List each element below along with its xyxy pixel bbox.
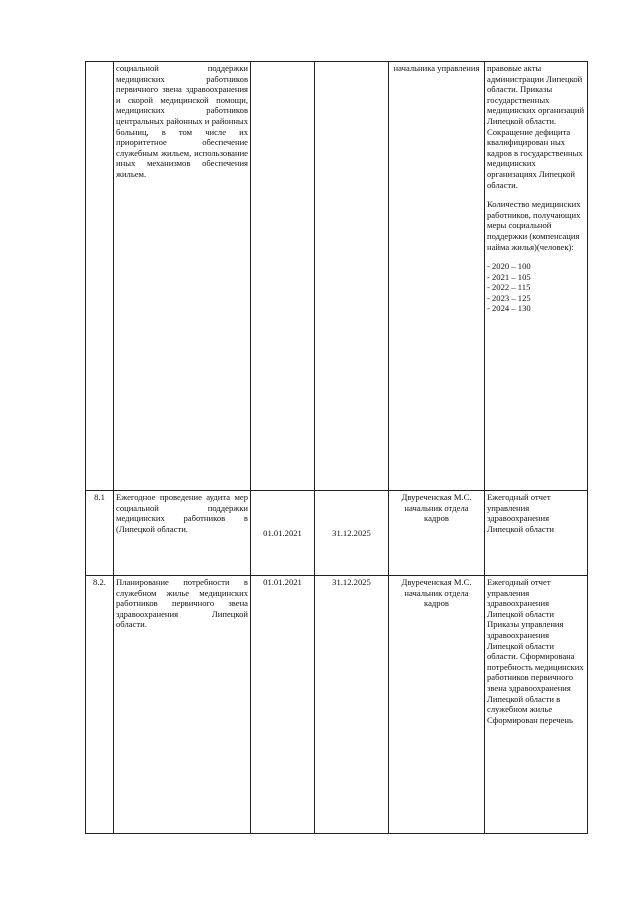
end-date: 31.12.2025 xyxy=(315,576,389,834)
result-text: правовые акты администрации Липецкой области. Приказы государственных медицинских организаций Липецкой области. Сокращение дефицита квалифицирован ных кадров в государственных медицинских организациях Липецкой области. xyxy=(487,63,585,190)
end-date: 31.12.2025 xyxy=(315,491,389,576)
end-date xyxy=(315,62,389,491)
row-number: 8.1 xyxy=(86,491,114,576)
responsible-person: Двуреченская М.С. начальник отдела кадров xyxy=(389,576,485,834)
task-description: Ежегодное проведение аудита мер социальной поддержки медицинских работников в (Липецкой области. xyxy=(114,491,251,576)
start-date xyxy=(251,62,315,491)
responsible-person: начальника управления xyxy=(389,62,485,491)
start-date: 01.01.2021 xyxy=(251,576,315,834)
expected-result xyxy=(485,62,588,491)
indicator-value: - 2023 – 125 xyxy=(487,292,531,303)
indicator-value: - 2021 – 105 xyxy=(487,271,531,282)
table-row xyxy=(86,62,588,491)
expected-result: Ежегодный отчет управления здравоохранения Липецкой области Приказы управления здравоохранения Липецкой области области. Сформирована потребность медицинских работников первичного звена здравоохранения Липецкой области в служебном жилье Сформирован перечень xyxy=(485,576,588,834)
task-description: социальной поддержки медицинских работников первичного звена здравоохранения и скорой медицинской помощи, медицинских работников центральных районных и районных больниц, в том числе их приоритетное обеспечение служебным жильем, использование иных механизмов обеспечения жильем. xyxy=(114,62,251,491)
start-date: 01.01.2021 xyxy=(251,491,315,576)
table-row xyxy=(86,491,588,576)
responsible-person: Двуреченская М.С. начальник отдела кадров xyxy=(389,491,485,576)
result-indicator: Количество медицинских работников, получающих меры социальной поддержки (компенсация найма жилья)(человек): xyxy=(487,199,581,252)
expected-result: Ежегодный отчет управления здравоохранения Липецкой области xyxy=(485,491,588,576)
row-number xyxy=(86,62,114,491)
table-row xyxy=(86,576,588,834)
indicator-value: - 2020 – 100 xyxy=(487,261,531,272)
task-description: Планирование потребности в служебном жилье медицинских работников первичного звена здравоохранения Липецкой области. xyxy=(114,576,251,834)
plan-table xyxy=(85,61,588,834)
row-number: 8.2. xyxy=(86,576,114,834)
indicator-value: - 2024 – 130 xyxy=(487,303,531,314)
indicator-value: - 2022 – 115 xyxy=(487,282,531,293)
